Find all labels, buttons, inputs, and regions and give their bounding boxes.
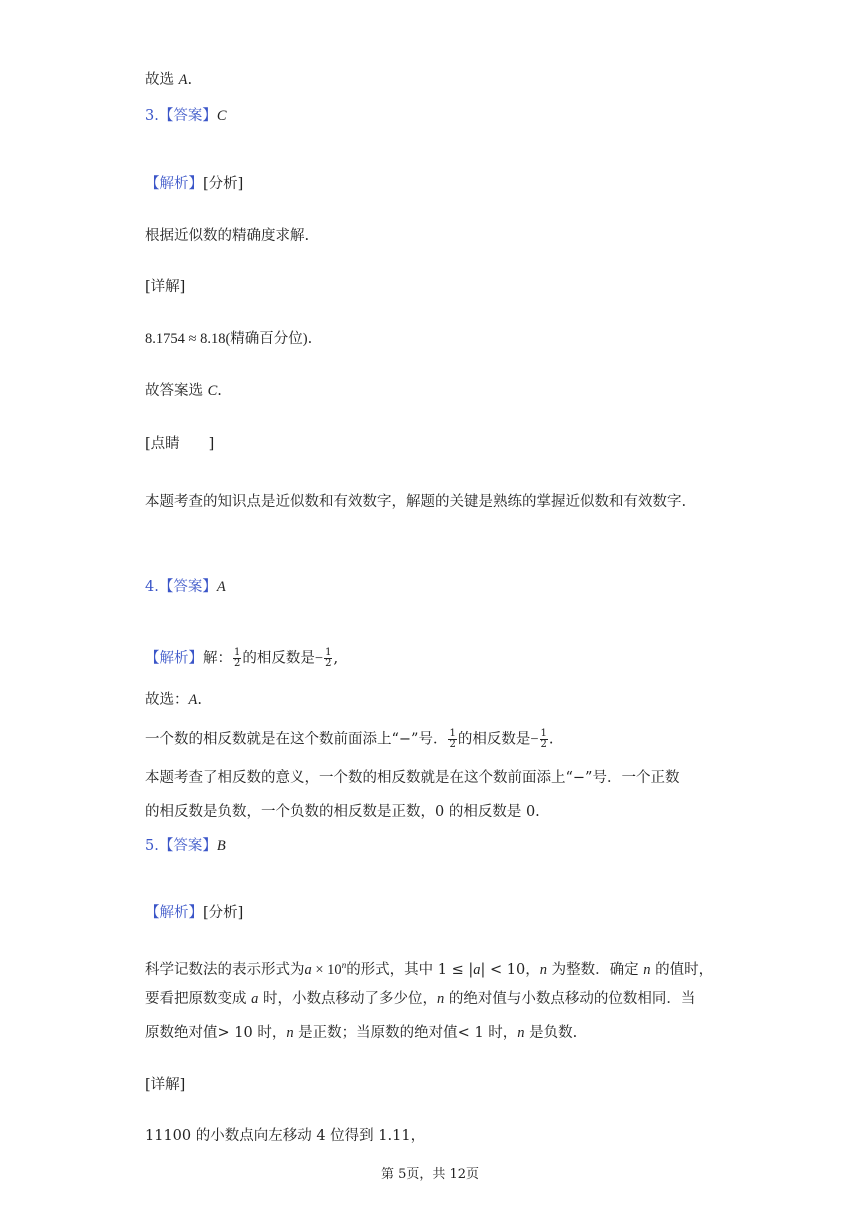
q3-jiexi: 【解析】[分析] (145, 176, 244, 192)
q5-analysis-line1: 科学记数法的表示形式为$a \times 10^n$的形式，其中 1 ≤ |a| < 10，n 为整数．确定 n 的值时， (145, 960, 714, 978)
q4-comment-line2: 的相反数是负数，一个负数的相反数是正数，0 的相反数是 0. (145, 804, 540, 820)
q5-analysis-line2: 要看把原数变成 a 时，小数点移动了多少位，n 的绝对值与小数点移动的位数相同．当 (145, 991, 696, 1007)
q5-answer: 5.【答案】B (145, 838, 226, 854)
q3-comment: 本题考查的知识点是近似数和有效数字，解题的关键是熟练的掌握近似数和有效数字. (145, 494, 687, 510)
fraction-half-2: $\frac{1}{2}$ (449, 728, 456, 750)
q5-xiangjie: [详解] (145, 1077, 186, 1093)
q4-comment-line1: 本题考查了相反数的意义，一个数的相反数就是在这个数前面添上“−”号．一个正数 (145, 770, 680, 786)
q3-xiangjie: [详解] (145, 279, 186, 295)
q4-answer: 4.【答案】A (145, 579, 226, 595)
q3-calc: 8.1754 ≈ 8.18(精确百分位). (145, 331, 313, 347)
page-footer: 第 5页，共 12页 (380, 1167, 480, 1182)
fraction-half-neg: $\frac{1}{2}$ (325, 647, 332, 669)
q4-jiexi: 【解析】解： $\frac{1}{2}$ 的相反数是− $\frac{1}{2}$ , (145, 647, 339, 669)
q5-jiexi: 【解析】[分析] (145, 905, 244, 921)
q4-conclusion: 故选：A. (145, 692, 202, 708)
q3-analysis: 根据近似数的精确度求解. (145, 228, 310, 244)
q5-detail: 11100 的小数点向左移动 4 位得到 1.11， (145, 1128, 426, 1144)
fraction-half: $\frac{1}{2}$ (234, 647, 241, 669)
fraction-half-neg-2: $\frac{1}{2}$ (540, 728, 547, 750)
q2-conclusion: 故选 A. (145, 72, 193, 88)
q5-analysis-line3: 原数绝对值> 10 时，n 是正数；当原数的绝对值< 1 时，n 是负数. (145, 1025, 578, 1041)
q3-dianjing: [点睛 ] (145, 436, 215, 452)
q3-conclusion: 故答案选 C. (145, 383, 222, 399)
q3-answer: 3.【答案】C (145, 108, 227, 124)
q4-explain: 一个数的相反数就是在这个数前面添上“−”号． $\frac{1}{2}$ 的相反数是− $\frac{1}{2}$ . (145, 728, 554, 750)
